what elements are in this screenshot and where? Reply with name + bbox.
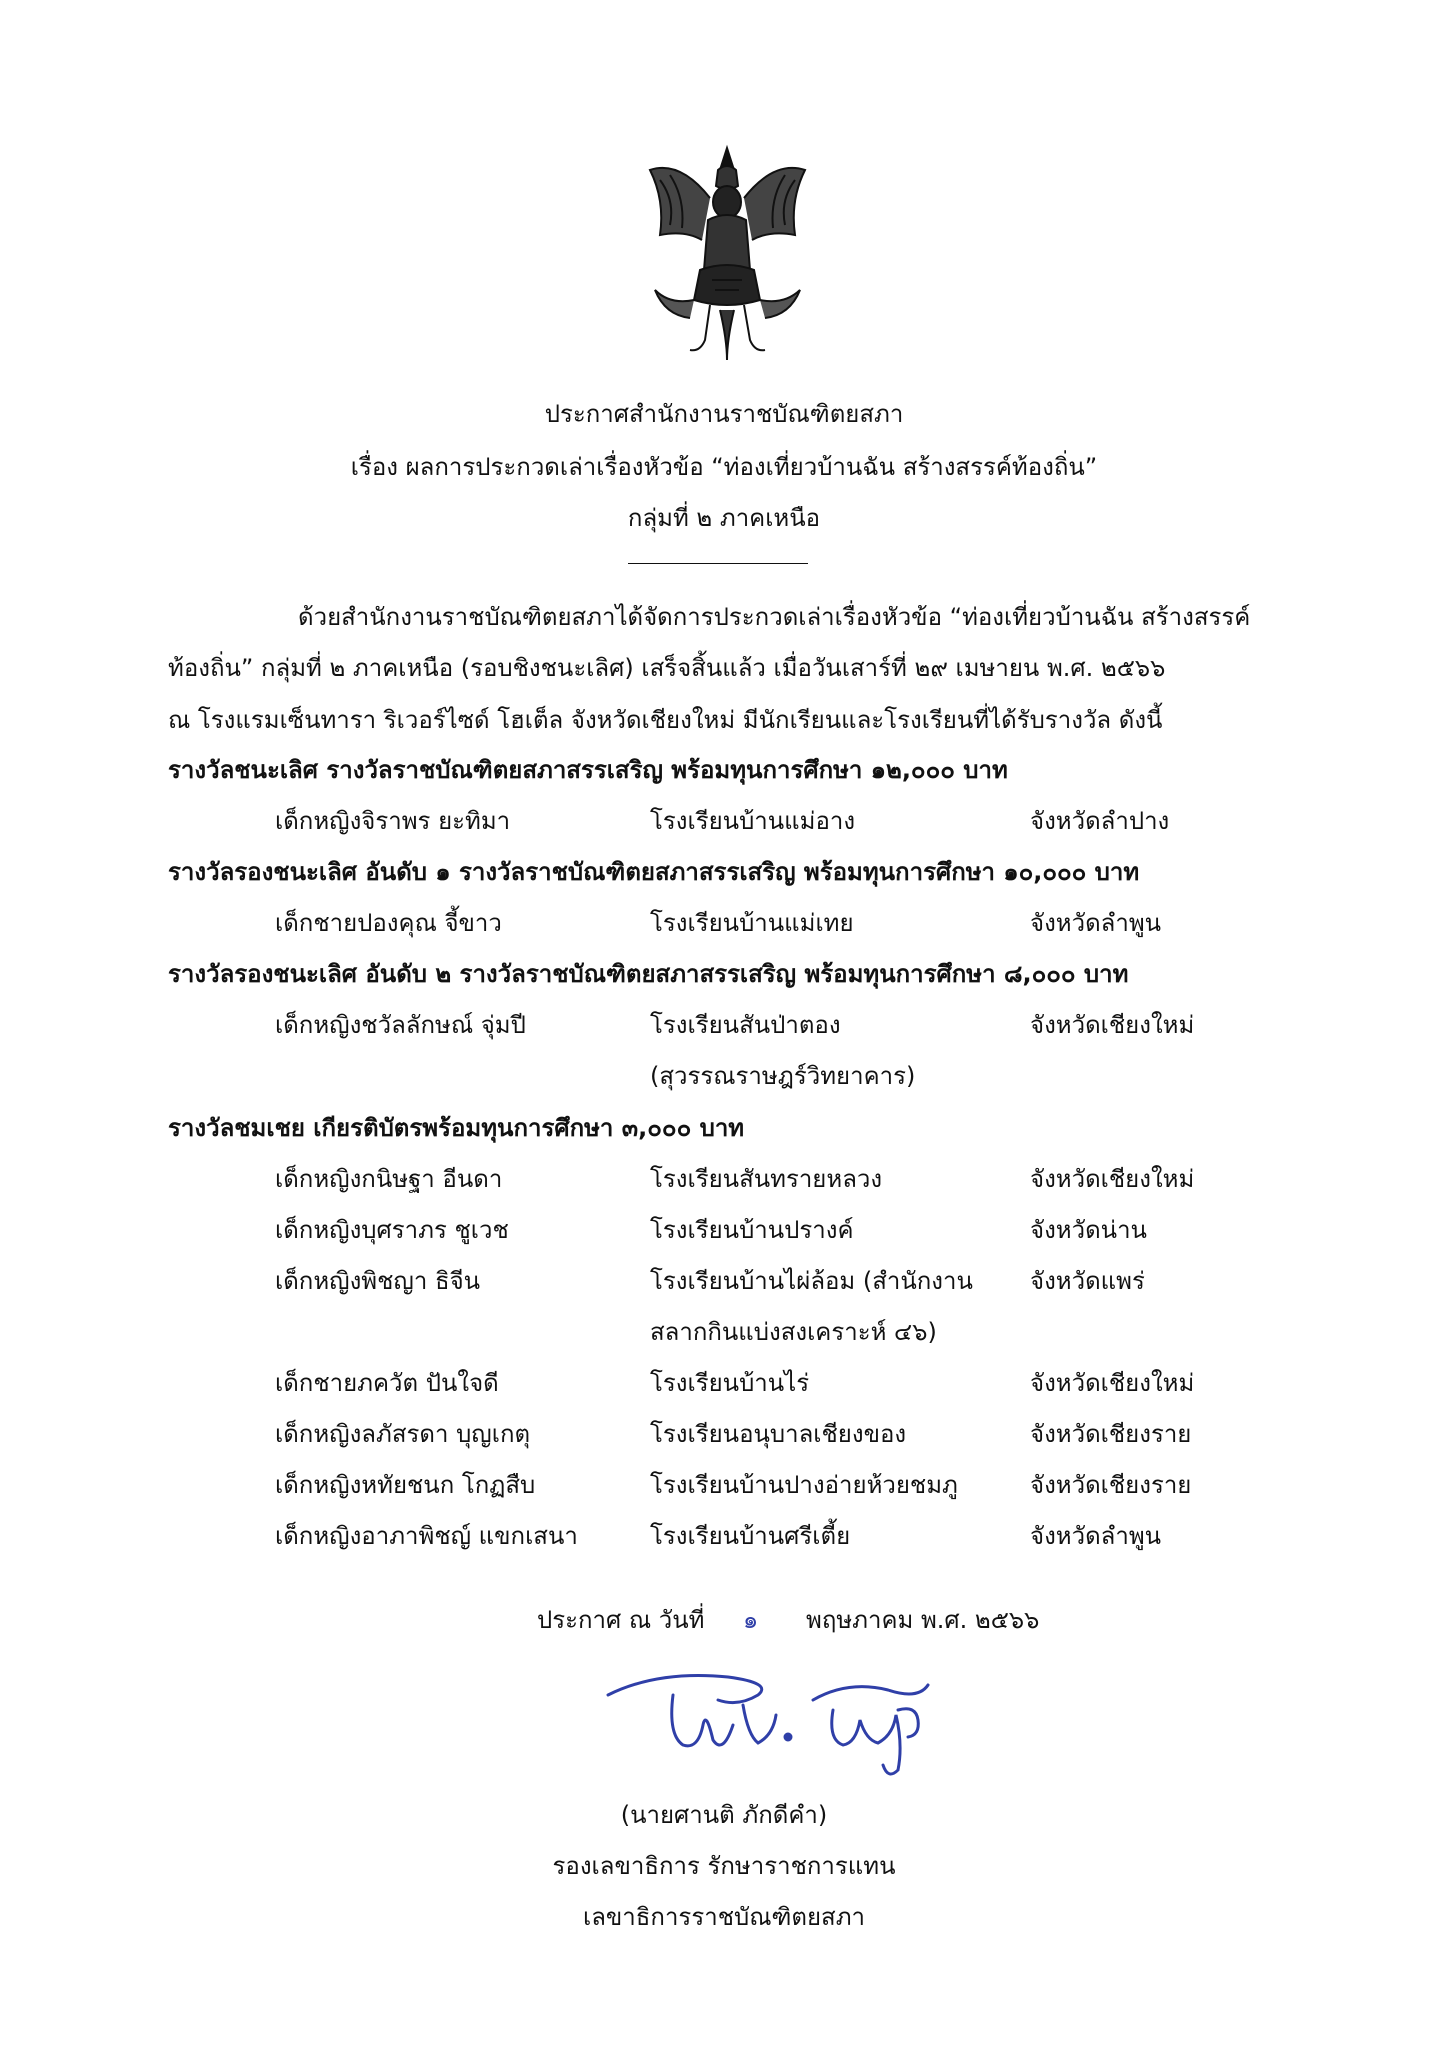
- runner-up-2-heading: รางวัลรองชนะเลิศ อันดับ ๒ รางวัลราชบัณฑิตยสภาสรรเสริญ พร้อมทุนการศึกษา ๘,๐๐๐ บาท: [168, 960, 1129, 988]
- school-name-cont: (สุวรรณราษฎร์วิทยาคาร): [650, 1062, 916, 1090]
- winner-heading: รางวัลชนะเลิศ รางวัลราชบัณฑิตยสภาสรรเสริญ พร้อมทุนการศึกษา ๑๒,๐๐๐ บาท: [168, 756, 1008, 784]
- announcement-title: ประกาศสำนักงานราชบัณฑิตยสภา: [544, 400, 904, 428]
- intro-line-3: ณ โรงแรมเซ็นทารา ริเวอร์ไซด์ โฮเต็ล จังหวัดเชียงใหม่ มีนักเรียนและโรงเรียนที่ได้รับรางวัล ดังนี้: [168, 706, 1163, 734]
- runner-up-2-row: [0, 1005, 1448, 1041]
- school-name: โรงเรียนบ้านไร่: [650, 1369, 810, 1397]
- province-name: จังหวัดเชียงราย: [1030, 1471, 1192, 1499]
- signatory-position-2: เลขาธิการราชบัณฑิตยสภา: [582, 1903, 865, 1931]
- student-name: เด็กหญิงลภัสรดา บุญเกตุ: [275, 1420, 531, 1448]
- province-name: จังหวัดลำพูน: [1030, 909, 1162, 937]
- title-divider: [628, 563, 808, 564]
- student-name: เด็กหญิงหทัยชนก โกฏสืบ: [275, 1471, 536, 1499]
- honorable-row: [0, 1312, 1448, 1348]
- honorable-row: [0, 1516, 1448, 1552]
- announcement-group: กลุ่มที่ ๒ ภาคเหนือ: [627, 504, 821, 532]
- province-name: จังหวัดลำพูน: [1030, 1522, 1162, 1550]
- honorable-row: [0, 1414, 1448, 1450]
- signatory-position-1: รองเลขาธิการ รักษาราชการแทน: [552, 1852, 896, 1880]
- announcement-subject: เรื่อง ผลการประกวดเล่าเรื่องหัวข้อ “ท่องเที่ยวบ้านฉัน สร้างสรรค์ท้องถิ่น”: [350, 453, 1098, 481]
- school-name: โรงเรียนสันป่าตอง: [650, 1011, 841, 1039]
- winner-row: [0, 801, 1448, 837]
- student-name: เด็กหญิงชวัลลักษณ์ จุ่มปี: [275, 1011, 526, 1039]
- announcement-date-prefix: ประกาศ ณ วันที่: [537, 1606, 705, 1634]
- announcement-date-month-year: พฤษภาคม พ.ศ. ๒๕๖๖: [806, 1606, 1040, 1634]
- school-name: โรงเรียนบ้านศรีเตี้ย: [650, 1522, 851, 1550]
- student-name: เด็กหญิงจิราพร ยะทิมา: [275, 807, 511, 835]
- handwritten-signature-icon: [598, 1665, 958, 1785]
- garuda-emblem-icon: [640, 140, 815, 370]
- student-name: เด็กชายภควัต ปันใจดี: [275, 1369, 499, 1397]
- honorable-row: [0, 1261, 1448, 1297]
- school-name: โรงเรียนบ้านไผ่ล้อม (สำนักงาน: [650, 1267, 973, 1295]
- student-name: เด็กหญิงอาภาพิชญ์ แขกเสนา: [275, 1522, 578, 1550]
- runner-up-2-row-cont: [0, 1056, 1448, 1092]
- honorable-row: [0, 1363, 1448, 1399]
- runner-up-1-heading: รางวัลรองชนะเลิศ อันดับ ๑ รางวัลราชบัณฑิตยสภาสรรเสริญ พร้อมทุนการศึกษา ๑๐,๐๐๐ บาท: [168, 858, 1140, 886]
- student-name: เด็กหญิงพิชญา ธิจีน: [275, 1267, 481, 1295]
- school-name: โรงเรียนบ้านแม่อาง: [650, 807, 856, 835]
- school-name: โรงเรียนบ้านปางอ่ายห้วยชมภู: [650, 1471, 958, 1499]
- student-name: เด็กหญิงกนิษฐา อีนดา: [275, 1165, 503, 1193]
- province-name: จังหวัดเชียงใหม่: [1030, 1369, 1195, 1397]
- student-name: เด็กหญิงบุศราภร ชูเวช: [275, 1216, 509, 1244]
- school-name: โรงเรียนบ้านแม่เทย: [650, 909, 854, 937]
- honorable-row: [0, 1210, 1448, 1246]
- province-name: จังหวัดเชียงใหม่: [1030, 1165, 1195, 1193]
- school-name: สลากกินแบ่งสงเคราะห์ ๔๖): [650, 1318, 937, 1346]
- province-name: จังหวัดน่าน: [1030, 1216, 1147, 1244]
- student-name: เด็กชายปองคุณ จี้ขาว: [275, 909, 502, 937]
- honorable-row: [0, 1159, 1448, 1195]
- honorable-heading: รางวัลชมเชย เกียรติบัตรพร้อมทุนการศึกษา ๓,๐๐๐ บาท: [168, 1114, 745, 1142]
- school-name: โรงเรียนอนุบาลเชียงของ: [650, 1420, 907, 1448]
- province-name: จังหวัดแพร่: [1030, 1267, 1145, 1295]
- province-name: จังหวัดเชียงราย: [1030, 1420, 1192, 1448]
- province-name: จังหวัดเชียงใหม่: [1030, 1011, 1195, 1039]
- honorable-row: [0, 1465, 1448, 1501]
- runner-up-1-row: [0, 903, 1448, 939]
- signatory-name: (นายศานติ ภักดีคำ): [620, 1801, 828, 1829]
- intro-line-2: ท้องถิ่น” กลุ่มที่ ๒ ภาคเหนือ (รอบชิงชนะเลิศ) เสร็จสิ้นแล้ว เมื่อวันเสาร์ที่ ๒๙ เมษายน พ.ศ. ๒๕๖๖: [168, 654, 1166, 682]
- province-name: จังหวัดลำปาง: [1030, 807, 1170, 835]
- school-name: โรงเรียนบ้านปรางค์: [650, 1216, 854, 1244]
- intro-line-1: ด้วยสำนักงานราชบัณฑิตยสภาได้จัดการประกวดเล่าเรื่องหัวข้อ “ท่องเที่ยวบ้านฉัน สร้างสรรค์: [298, 603, 1251, 631]
- school-name: โรงเรียนสันทรายหลวง: [650, 1165, 883, 1193]
- announcement-date-day: ๑: [743, 1606, 759, 1634]
